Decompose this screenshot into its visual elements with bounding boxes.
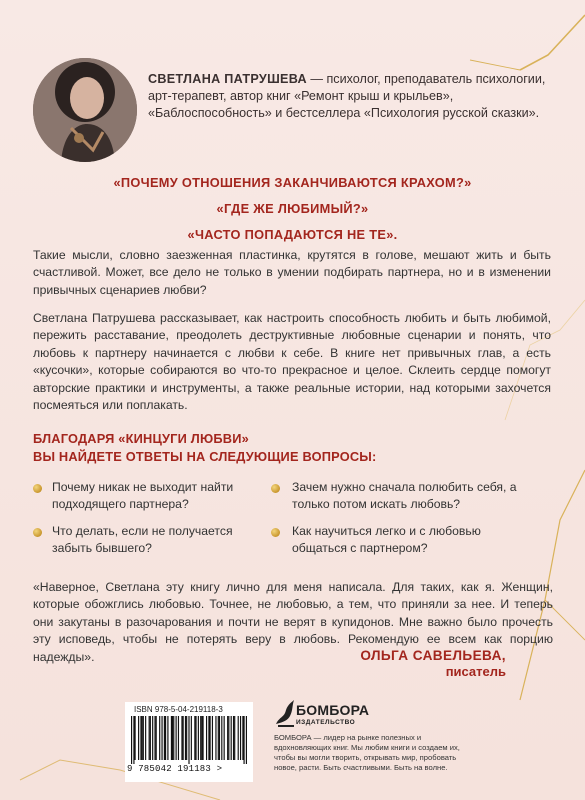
gold-bullet-icon bbox=[271, 528, 280, 537]
questions-heading bbox=[33, 430, 551, 465]
questions-heading-line-1: БЛАГОДАРЯ «КИНЦУГИ ЛЮБВИ» bbox=[33, 431, 249, 446]
publisher-description: БОМБОРА — лидер на рынке полезных и вдохновляющих книг. Мы любим книги и создаем их, чтобы вы могли творить, открывать мир, пробовать новое, расти. Быть счастливыми. Быть на волне. bbox=[274, 733, 460, 772]
questions-heading-line-2: ВЫ НАЙДЕТЕ ОТВЕТЫ НА СЛЕДУЮЩИЕ ВОПРОСЫ: bbox=[33, 448, 377, 464]
reader-quotes bbox=[0, 170, 585, 248]
barcode-digits: 9 785042 191183 > bbox=[127, 764, 223, 774]
review-author-role: писатель bbox=[445, 664, 506, 679]
author-photo bbox=[33, 58, 137, 162]
description-paragraph: Светлана Патрушева рассказывает, как настроить способность любить и быть любимой, пережить расставание, преодолеть деструктивные любовные сценарии и понять, что любовь к партнеру начинается с любви к себе. В книге нет привычных глав, а есть «кусочки», которые собираются во что-то прекрасное и целое. Склеить сердце помогут авторские практики и инструменты, а также реальные истории, над которыми захочется посмеяться или поплакать. bbox=[33, 311, 551, 413]
quote-2: «ГДЕ ЖЕ ЛЮБИМЫЙ?» bbox=[216, 201, 369, 216]
gold-bullet-icon bbox=[33, 484, 42, 493]
gold-bullet-icon bbox=[33, 528, 42, 537]
question-item: Зачем нужно сначала полюбить себя, а только потом искать любовь? bbox=[292, 480, 517, 511]
review-quote: «Наверное, Светлана эту книгу лично для меня написала. Для таких, как я. Женщин, которые обожглись любовью. Точнее, не любовью, а тем, что приняли за нее. И теперь они закутаны в разочарования и почти не верят в купидонов. Мне важно было прочесть эту исповедь, чтобы не потерять веру в любовь. Рекомендую ее всем как порцию надежды». bbox=[33, 580, 553, 664]
isbn-barcode bbox=[125, 702, 253, 782]
gold-bullet-icon bbox=[271, 484, 280, 493]
review-author: ОЛЬГА САВЕЛЬЕВА, bbox=[360, 648, 506, 663]
author-bio bbox=[148, 71, 553, 122]
quote-3: «ЧАСТО ПОПАДАЮТСЯ НЕ ТЕ». bbox=[187, 227, 398, 242]
intro-paragraph: Такие мысли, словно заезженная пластинка, крутятся в голове, мешают жить и быть счастливой. Может, все дело не только в умении подбирать партнера, но и в изменении привычных сценариев любви? bbox=[33, 248, 551, 297]
question-item: Что делать, если не получается забыть бывшего? bbox=[52, 524, 233, 555]
publisher-logo-name: БОМБОРА bbox=[296, 702, 370, 718]
author-description: — психолог, преподаватель психологии, арт-терапевт, автор книг «Ремонт крыш и крыльев», «Баблоспособность» и бестселлера «Психология русской сказки». bbox=[148, 72, 546, 120]
author-name: СВЕТЛАНА ПАТРУШЕВА bbox=[148, 72, 307, 86]
question-item: Почему никак не выходит найти подходящего партнера? bbox=[52, 480, 234, 511]
isbn-number: ISBN 978-5-04-219118-3 bbox=[134, 705, 223, 714]
publisher-logo-sub: ИЗДАТЕЛЬСТВО bbox=[296, 719, 356, 726]
barcode-bars bbox=[131, 716, 247, 764]
quote-1: «ПОЧЕМУ ОТНОШЕНИЯ ЗАКАНЧИВАЮТСЯ КРАХОМ?» bbox=[113, 175, 472, 190]
question-item: Как научиться легко и с любовью общаться с партнером? bbox=[292, 524, 481, 555]
